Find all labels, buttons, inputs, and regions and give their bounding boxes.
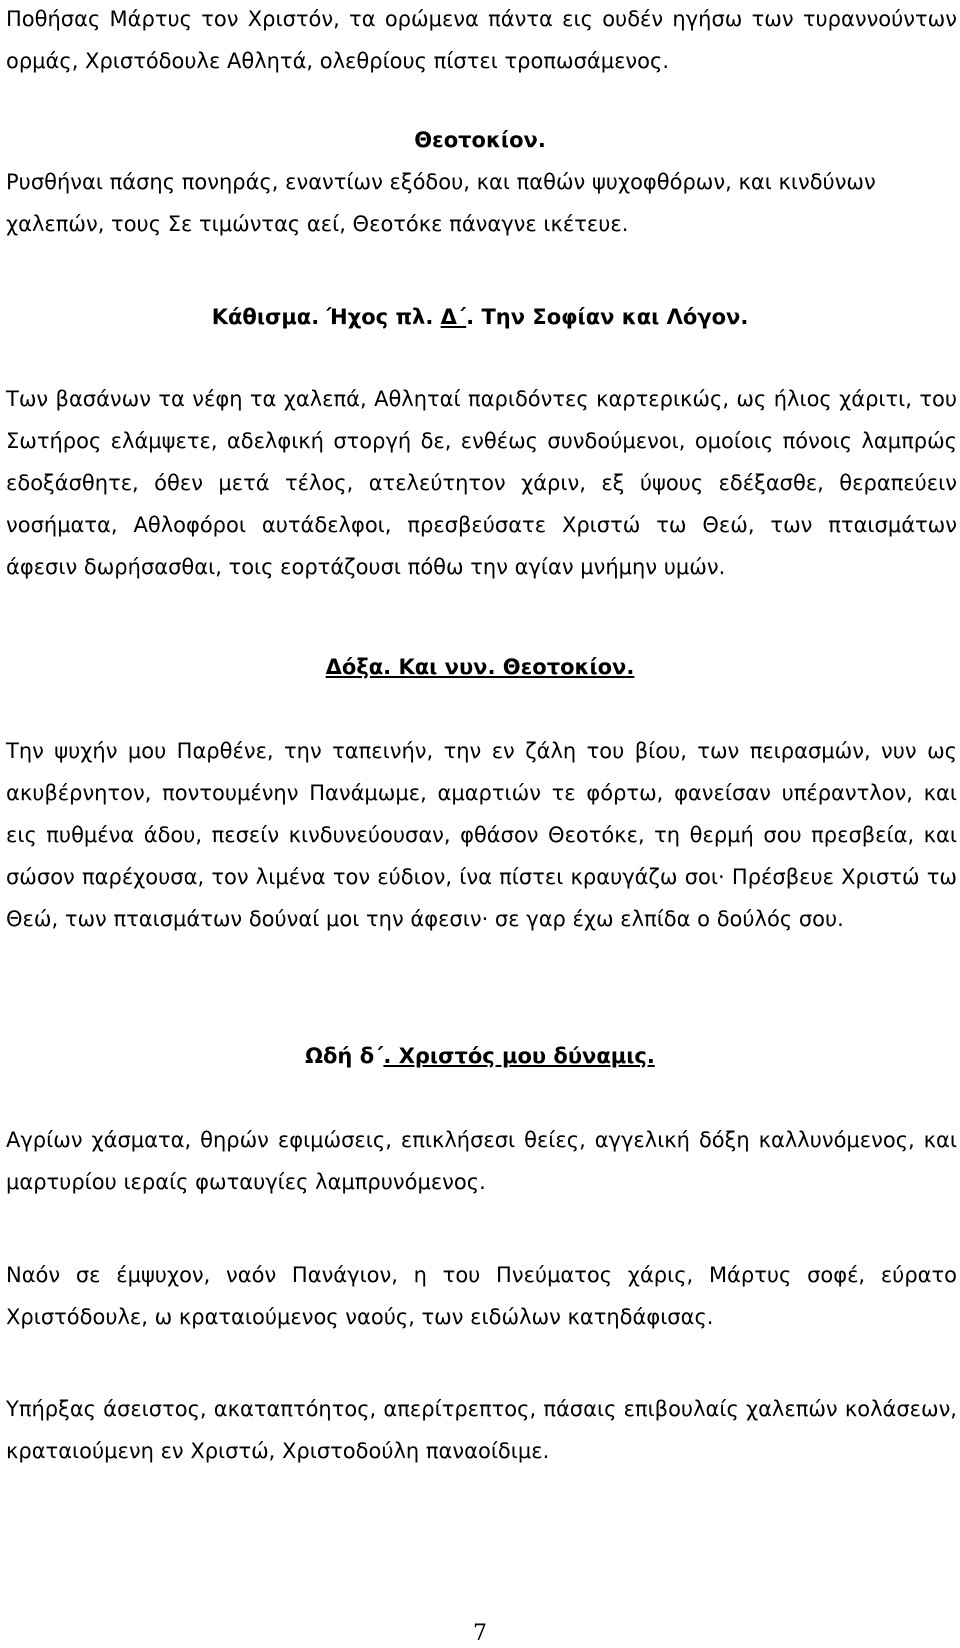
heading-ode <box>0 1035 960 1077</box>
heading-kathisma-suffix: . Την Σοφίαν και Λόγον. <box>466 305 749 329</box>
paragraph-ode-1: Αγρίων χάσματα, θηρών εφιμώσεις, επικλήσεσι θείες, αγγελική δόξη καλλυνόμενος, και μαρτυρίου ιεραίς φωταυγίες λαμπρυνόμενος. <box>6 1128 957 1194</box>
paragraph-ode-2: Ναόν σε έμψυχον, ναόν Πανάγιον, η του Πνεύματος χάρις, Μάρτυς σοφέ, εύρατο Χριστόδουλε, ω κραταιούμενος ναούς, των ειδώλων κατηδάφισας. <box>6 1263 957 1329</box>
paragraph-troparion: Ποθήσας Μάρτυς τον Χριστόν, τα ορώμενα πάντα εις ουδέν ηγήσω των τυραννούντων ορμάς, Χριστόδουλε Αθλητά, ολεθρίους πίστει τροπωσάμενος. <box>6 7 957 73</box>
paragraph-doxa-theotokion: Την ψυχήν μου Παρθένε, την ταπεινήν, την εν ζάλη του βίου, των πειρασμών, νυν ως ακυβέρνητον, ποντουμένην Πανάμωμε, αμαρτιών τε φόρτω, φανείσαν υπέραντλον, και εις πυθμένα άδου, πεσείν κινδυνεύουσαν, φθάσον Θεοτόκε, τη θερμή σου πρεσβεία, και σώσον παρέχουσα, τον λιμένα τον εύδιον, ίνα πίστει κραυγάζω σοι· Πρέσβευε Χριστώ τω Θεώ, των πταισμάτων δούναί μοι την άφεσιν· σε γαρ έχω ελπίδα ο δούλός σου. <box>6 739 957 931</box>
paragraph-theotokion: Ρυσθήναι πάσης πονηράς, εναντίων εξόδου, και παθών ψυχοφθόρων, και κινδύνων χαλεπών, τους Σε τιμώντας αεί, Θεοτόκε πάναγνε ικέτευε. <box>6 170 876 236</box>
heading-kathisma-prefix: Κάθισμα. Ήχος πλ. <box>211 305 441 329</box>
page-number: 7 <box>473 1621 487 1646</box>
heading-doxa <box>0 646 960 688</box>
paragraph-ode-3: Υπήρξας άσειστος, ακαταπτόητος, απερίτρεπτος, πάσαις επιβουλαίς χαλεπών κολάσεων, κραταιούμενη εν Χριστώ, Χριστοδούλη παναοίδιμε. <box>6 1397 957 1463</box>
heading-kathisma-tone: Δ΄ <box>440 305 467 329</box>
heading-theotokion: Θεοτοκίον. <box>414 128 546 152</box>
heading-kathisma <box>0 296 960 338</box>
heading-ode-hirmos: . Χριστός μου δύναμις. <box>383 1044 655 1068</box>
paragraph-kathisma: Των βασάνων τα νέφη τα χαλεπά, Αθληταί παριδόντες καρτερικώς, ως ήλιος χάριτι, του Σωτήρος ελάμψετε, αδελφική στοργή δε, ενθέως συνδούμενοι, ομοίοις πόνοις λαμπρώς εδοξάσθητε, όθεν μετά τέλος, ατελεύτητον χάριν, εξ ύψους εδέξασθε, θεραπεύειν νοσήματα, Αθλοφόροι αυτάδελφοι, πρεσβεύσατε Χριστώ τω Θεώ, των πταισμάτων άφεσιν δωρήσασθαι, τοις εορτάζουσι πόθω την αγίαν μνήμην υμών. <box>6 387 957 579</box>
heading-ode-number: Ωδή δ΄ <box>305 1044 384 1068</box>
heading-doxa-text: Δόξα. Και νυν. Θεοτοκίον. <box>325 655 635 679</box>
